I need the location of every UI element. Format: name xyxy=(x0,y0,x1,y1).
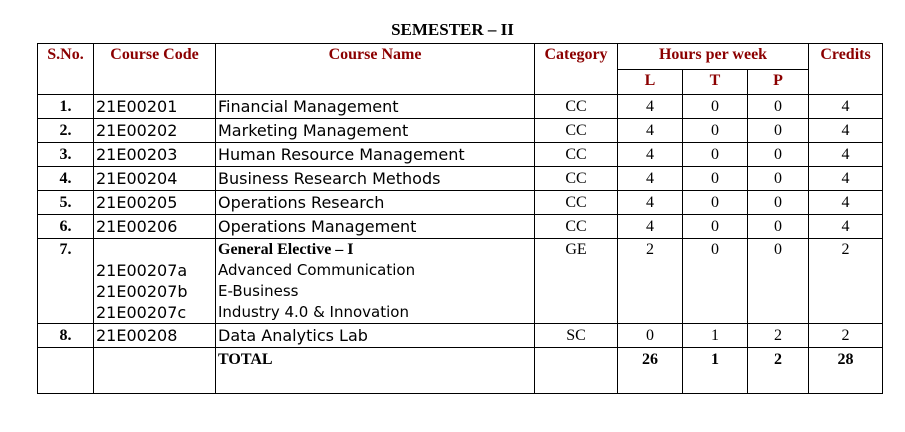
category: CC xyxy=(535,119,618,143)
sno: 2. xyxy=(38,119,94,143)
header-p: P xyxy=(748,69,809,95)
hours-p: 0 xyxy=(748,215,809,239)
course-name: Data Analytics Lab xyxy=(216,324,535,348)
header-t: T xyxy=(683,69,748,95)
sno: 7. xyxy=(38,239,94,324)
total-p: 2 xyxy=(748,348,809,394)
credits: 2 xyxy=(809,239,883,324)
course-code: 21E00207b xyxy=(96,282,188,301)
hours-l: 4 xyxy=(618,95,683,119)
header-credits: Credits xyxy=(809,44,883,95)
course-name: E-Business xyxy=(218,282,299,300)
table-row xyxy=(38,167,883,191)
header-l: L xyxy=(618,69,683,95)
total-t: 1 xyxy=(683,348,748,394)
hours-p: 0 xyxy=(748,191,809,215)
empty-cell xyxy=(535,348,618,394)
table-row xyxy=(38,215,883,239)
table-row xyxy=(38,95,883,119)
total-row xyxy=(38,348,883,394)
hours-t: 1 xyxy=(683,324,748,348)
course-code: 21E00206 xyxy=(94,215,216,239)
credits: 4 xyxy=(809,215,883,239)
course-table xyxy=(37,43,883,394)
table-row xyxy=(38,143,883,167)
course-code: 21E00205 xyxy=(94,191,216,215)
course-name: Operations Research xyxy=(216,191,535,215)
table-row xyxy=(38,324,883,348)
category: CC xyxy=(535,191,618,215)
course-name: Industry 4.0 & Innovation xyxy=(218,303,409,321)
credits: 4 xyxy=(809,95,883,119)
category: CC xyxy=(535,215,618,239)
category: CC xyxy=(535,143,618,167)
sno: 8. xyxy=(38,324,94,348)
elective-heading: General Elective – I xyxy=(218,241,354,258)
elective-row xyxy=(38,239,883,324)
hours-p: 0 xyxy=(748,119,809,143)
category: GE xyxy=(535,239,618,324)
hours-l: 4 xyxy=(618,215,683,239)
category: SC xyxy=(535,324,618,348)
course-code: 21E00203 xyxy=(94,143,216,167)
credits: 4 xyxy=(809,143,883,167)
table-row xyxy=(38,191,883,215)
hours-t: 0 xyxy=(683,215,748,239)
hours-t: 0 xyxy=(683,119,748,143)
course-name: Business Research Methods xyxy=(216,167,535,191)
sno: 1. xyxy=(38,95,94,119)
course-code: 21E00207c xyxy=(96,303,187,322)
hours-t: 0 xyxy=(683,167,748,191)
hours-p: 0 xyxy=(748,167,809,191)
course-code: 21E00204 xyxy=(94,167,216,191)
course-name: Operations Management xyxy=(216,215,535,239)
header-course-name: Course Name xyxy=(216,44,535,95)
credits: 2 xyxy=(809,324,883,348)
header-hours-per-week: Hours per week xyxy=(618,44,809,70)
elective-course-names xyxy=(216,239,535,324)
sno: 5. xyxy=(38,191,94,215)
course-code: 21E00201 xyxy=(94,95,216,119)
hours-p: 0 xyxy=(748,95,809,119)
header-sno: S.No. xyxy=(38,44,94,95)
course-code: 21E00207a xyxy=(96,261,188,280)
sno: 3. xyxy=(38,143,94,167)
hours-l: 0 xyxy=(618,324,683,348)
credits: 4 xyxy=(809,167,883,191)
hours-t: 0 xyxy=(683,239,748,324)
total-credits: 28 xyxy=(809,348,883,394)
page-title: SEMESTER – II xyxy=(391,20,514,39)
header-course-code: Course Code xyxy=(94,44,216,95)
hours-p: 0 xyxy=(748,143,809,167)
elective-course-codes xyxy=(94,239,216,324)
total-label: TOTAL xyxy=(216,348,535,394)
hours-l: 4 xyxy=(618,143,683,167)
empty-cell xyxy=(94,348,216,394)
hours-t: 0 xyxy=(683,191,748,215)
course-name: Financial Management xyxy=(216,95,535,119)
hours-p: 2 xyxy=(748,324,809,348)
sno: 4. xyxy=(38,167,94,191)
course-code: 21E00208 xyxy=(94,324,216,348)
hours-l: 4 xyxy=(618,167,683,191)
course-code: 21E00202 xyxy=(94,119,216,143)
hours-l: 4 xyxy=(618,191,683,215)
hours-l: 4 xyxy=(618,119,683,143)
hours-l: 2 xyxy=(618,239,683,324)
hours-p: 0 xyxy=(748,239,809,324)
course-name: Human Resource Management xyxy=(216,143,535,167)
hours-t: 0 xyxy=(683,95,748,119)
course-name: Advanced Communication xyxy=(218,261,416,279)
sno: 6. xyxy=(38,215,94,239)
category: CC xyxy=(535,167,618,191)
hours-t: 0 xyxy=(683,143,748,167)
credits: 4 xyxy=(809,119,883,143)
credits: 4 xyxy=(809,191,883,215)
category: CC xyxy=(535,95,618,119)
total-l: 26 xyxy=(618,348,683,394)
header-category: Category xyxy=(535,44,618,95)
course-name: Marketing Management xyxy=(216,119,535,143)
table-row xyxy=(38,119,883,143)
empty-cell xyxy=(38,348,94,394)
